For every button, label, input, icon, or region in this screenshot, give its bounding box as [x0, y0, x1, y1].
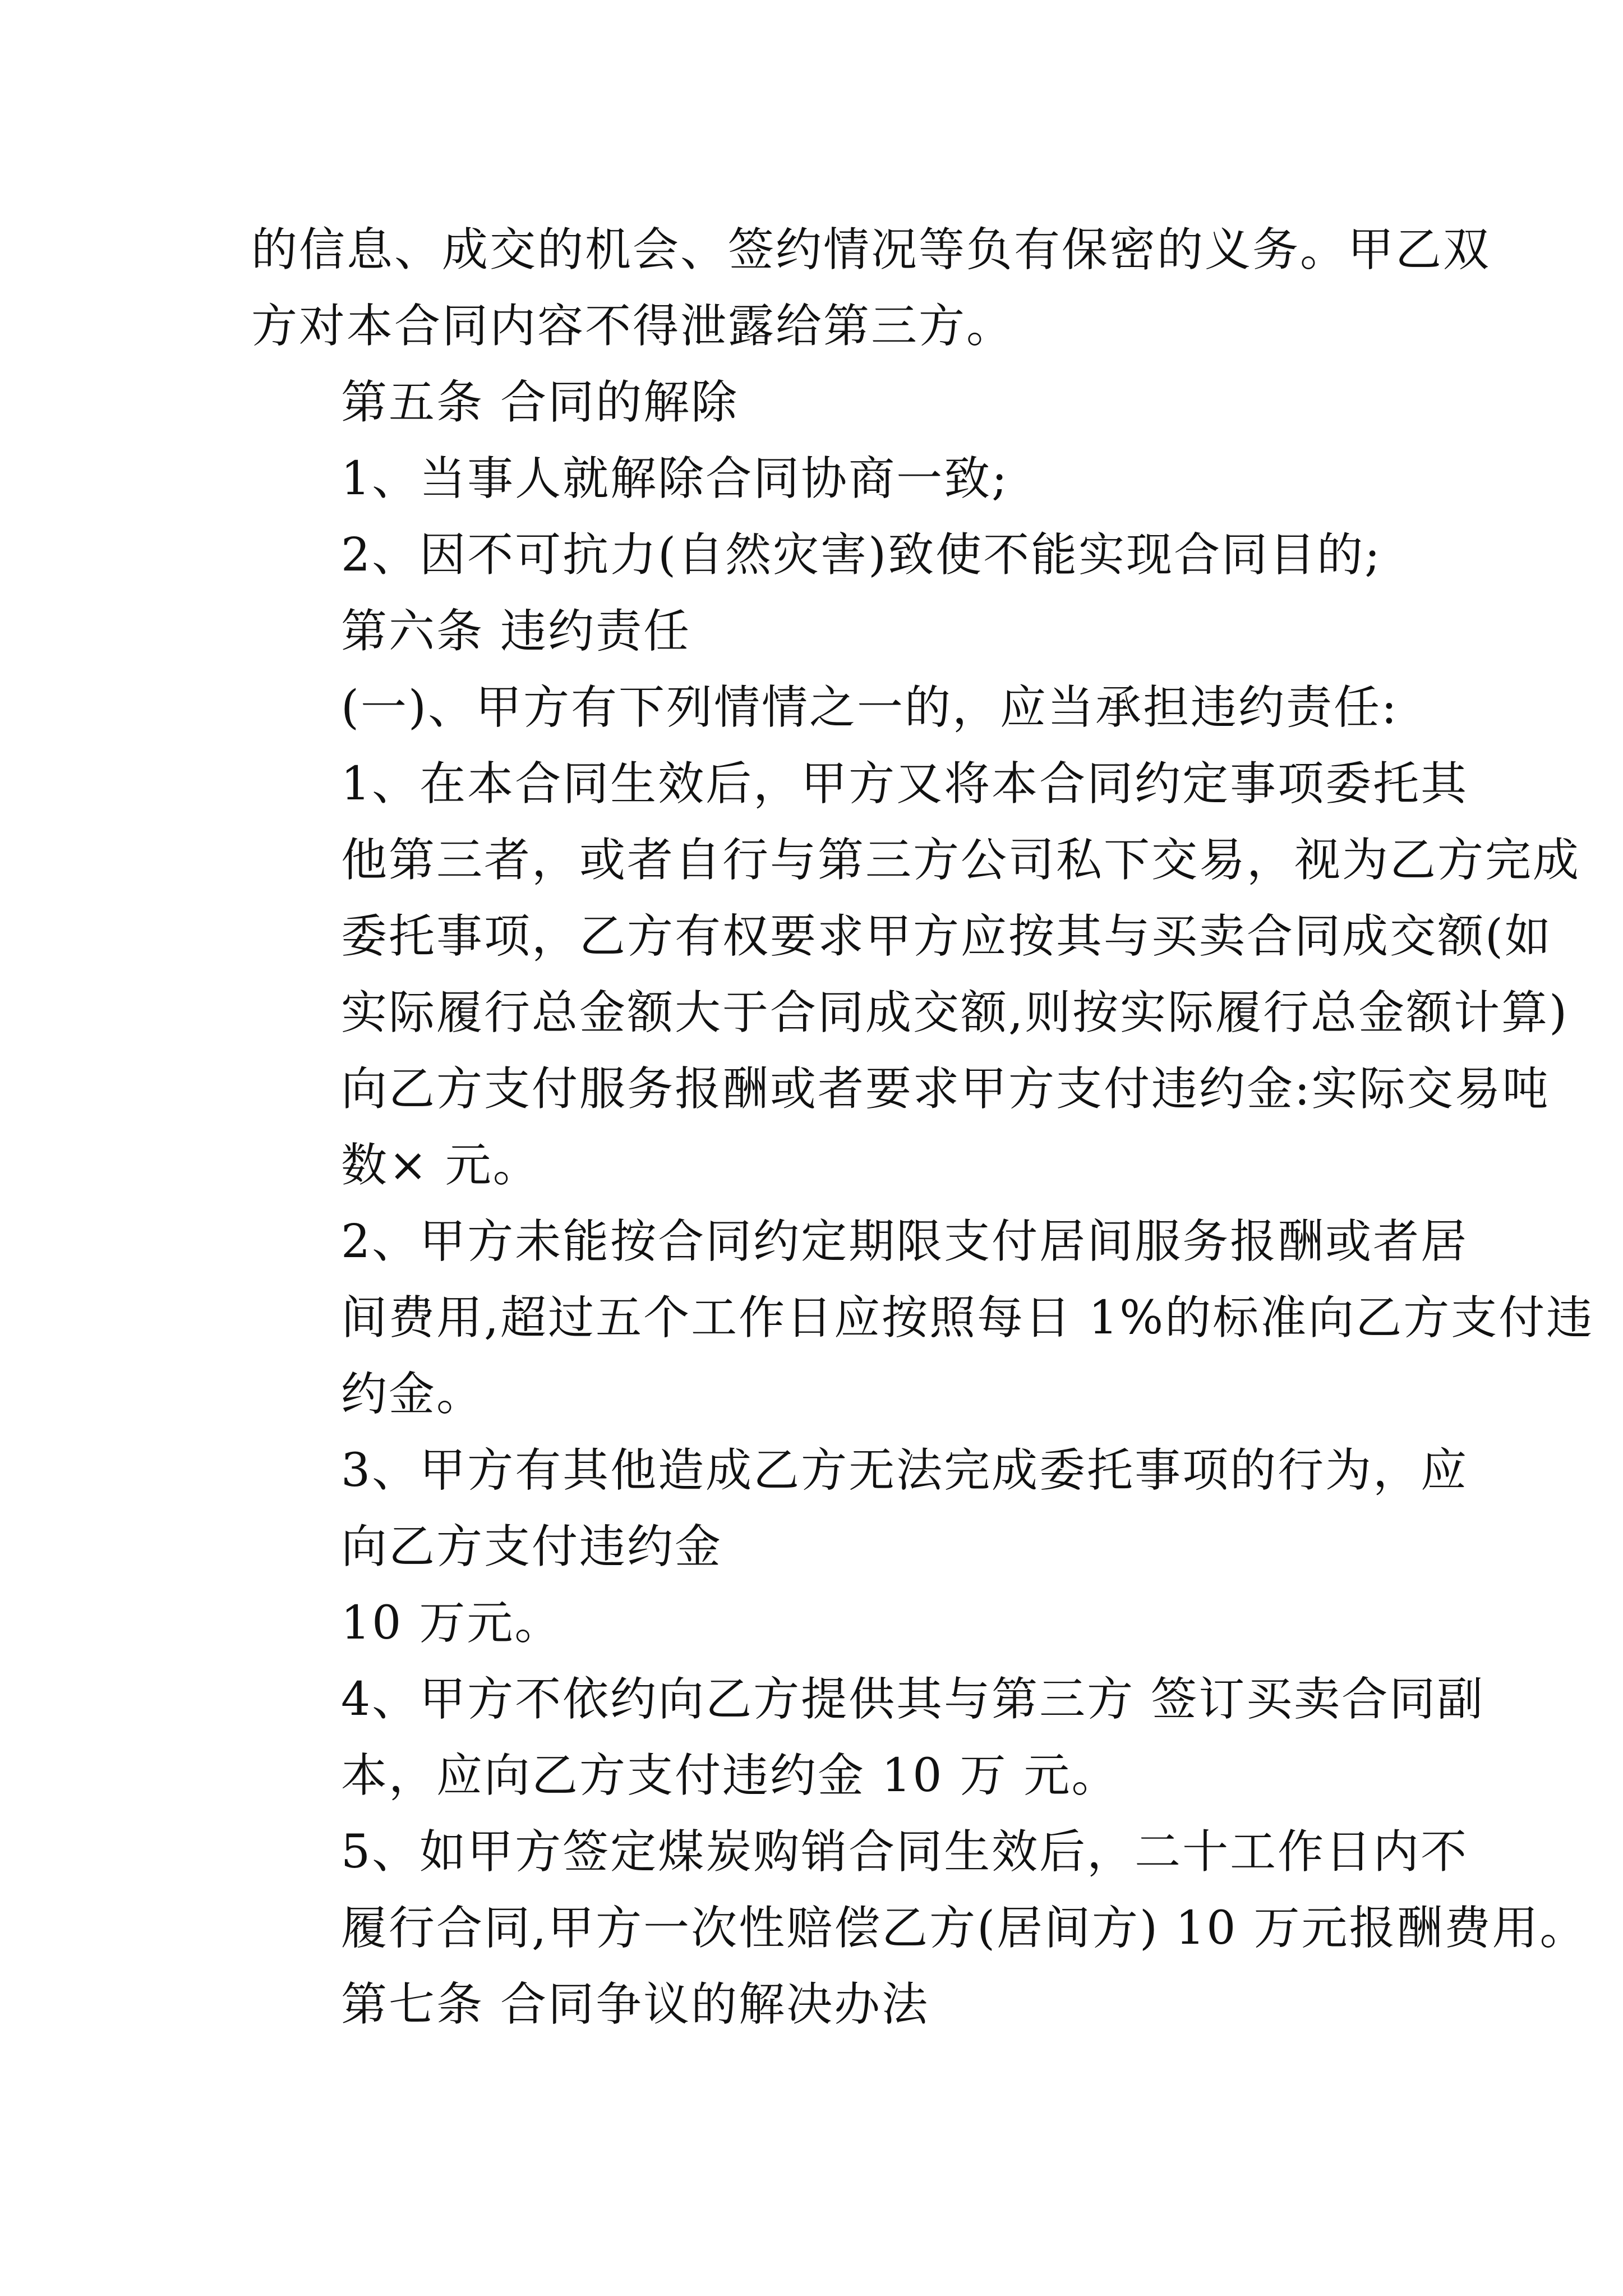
text-line: 本，应向乙方支付违约金 10 万 元。 [341, 1749, 1119, 1802]
text-line: 方对本合同内容不得泄露给第三方。 [251, 300, 1015, 353]
text-line: 实际履行总金额大于合同成交额,则按实际履行总金额计算) [341, 986, 1569, 1039]
text-line: 向乙方支付服务报酬或者要求甲方支付违约金:实际交易吨 [341, 1062, 1550, 1116]
text-line: 委托事项，乙方有权要求甲方应按其与买卖合同成交额(如 [341, 910, 1552, 963]
text-line: 2、因不可抗力(自然灾害)致使不能实现合同目的; [341, 528, 1382, 582]
document-body [251, 212, 1594, 2043]
text-line: 10 万元。 [341, 1596, 562, 1650]
paragraph [251, 212, 1491, 365]
paragraph [251, 1967, 1390, 2043]
text-line: 向乙方支付违约金 [341, 1520, 723, 1573]
paragraph [251, 1814, 1588, 1967]
text-line: 履行合同,甲方一次性赔偿乙方(居间方) 10 万元报酬费用。 [341, 1902, 1588, 1955]
paragraph [251, 1433, 1469, 1585]
text-line: 第六条 违约责任 [341, 605, 691, 658]
text-line: 3、甲方有其他造成乙方无法完成委托事项的行为，应 [341, 1444, 1469, 1497]
paragraph [251, 1585, 1390, 1662]
text-line: 约金。 [341, 1368, 485, 1421]
text-line: 数× 元。 [341, 1139, 541, 1192]
text-line: 间费用,超过五个工作日应按照每日 1%的标准向乙方支付违 [341, 1291, 1594, 1345]
paragraph [251, 1204, 1594, 1433]
text-line: 的信息、成交的机会、签约情况等负有保密的义务。甲乙双 [251, 223, 1491, 277]
paragraph [251, 670, 1399, 746]
text-line: 第七条 合同争议的解决办法 [341, 1978, 930, 2031]
paragraph [251, 441, 1390, 517]
text-line: 5、如甲方签定煤炭购销合同生效后，二十工作日内不 [341, 1825, 1469, 1879]
text-line: 1、当事人就解除合同协商一致; [341, 452, 1009, 505]
paragraph [251, 593, 1390, 670]
paragraph [251, 746, 1581, 1204]
paragraph [251, 365, 1390, 441]
text-line: 第五条 合同的解除 [341, 376, 739, 429]
text-line: 2、甲方未能按合同约定期限支付居间服务报酬或者居 [341, 1215, 1469, 1268]
paragraph [251, 1662, 1485, 1814]
paragraph [251, 517, 1390, 593]
text-line: 4、甲方不依约向乙方提供其与第三方 签订买卖合同副 [341, 1673, 1485, 1726]
text-line: (一)、甲方有下列情情之一的，应当承担违约责任: [341, 681, 1399, 734]
text-line: 他第三者，或者自行与第三方公司私下交易，视为乙方完成 [341, 834, 1581, 887]
text-line: 1、在本合同生效后，甲方又将本合同约定事项委托其 [341, 757, 1469, 811]
